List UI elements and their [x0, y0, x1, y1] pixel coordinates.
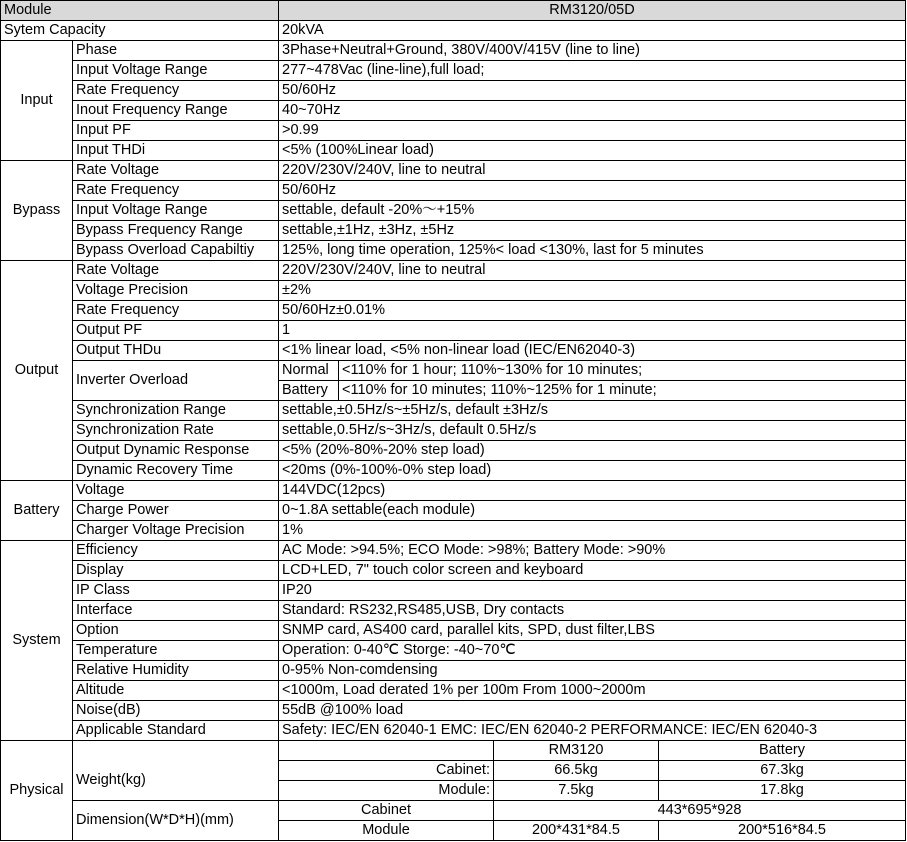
row-label: Applicable Standard — [73, 721, 279, 741]
row-value: SNMP card, AS400 card, parallel kits, SPD, dust filter,LBS — [279, 621, 906, 641]
row-value: 1 — [279, 321, 906, 341]
table-row — [1, 281, 906, 301]
module-header: Module — [1, 1, 279, 21]
header-row — [1, 1, 906, 21]
row-label: Efficiency — [73, 541, 279, 561]
group-battery: Battery — [1, 481, 73, 541]
row-value: 125%, long time operation, 125%< load <130%, last for 5 minutes — [279, 241, 906, 261]
row-value: 50/60Hz — [279, 81, 906, 101]
table-row — [1, 141, 906, 161]
group-physical: Physical — [1, 741, 73, 841]
table-row — [1, 221, 906, 241]
table-row — [1, 621, 906, 641]
row-value: >0.99 — [279, 121, 906, 141]
table-row — [1, 161, 906, 181]
overload-battery-label: Battery — [279, 381, 339, 401]
table-row — [1, 241, 906, 261]
row-label: Input PF — [73, 121, 279, 141]
row-value: Standard: RS232,RS485,USB, Dry contacts — [279, 601, 906, 621]
overload-normal-label: Normal — [279, 361, 339, 381]
table-row — [1, 521, 906, 541]
table-row — [1, 81, 906, 101]
row-label: Inverter Overload — [73, 361, 279, 401]
capacity-label: Sytem Capacity — [1, 21, 279, 41]
row-value: Safety: IEC/EN 62040-1 EMC: IEC/EN 62040-2 PERFORMANCE: IEC/EN 62040-3 — [279, 721, 906, 741]
row-value: AC Mode: >94.5%; ECO Mode: >98%; Battery Mode: >90% — [279, 541, 906, 561]
table-row — [1, 761, 906, 781]
col-battery-header: Battery — [659, 741, 906, 761]
row-value: 3Phase+Neutral+Ground, 380V/400V/415V (line to line) — [279, 41, 906, 61]
row-label: Rate Frequency — [73, 301, 279, 321]
physical-blank — [73, 741, 279, 761]
physical-header-row — [1, 741, 906, 761]
row-label: Voltage Precision — [73, 281, 279, 301]
group-system: System — [1, 541, 73, 741]
row-label: Input Voltage Range — [73, 201, 279, 221]
table-row — [1, 201, 906, 221]
row-label: Voltage — [73, 481, 279, 501]
table-row — [1, 321, 906, 341]
dimension-module-battery: 200*516*84.5 — [659, 821, 906, 841]
table-row — [1, 701, 906, 721]
row-value: settable,±1Hz, ±3Hz, ±5Hz — [279, 221, 906, 241]
table-row — [1, 61, 906, 81]
row-value: <20ms (0%-100%-0% step load) — [279, 461, 906, 481]
dimension-label: Dimension(W*D*H)(mm) — [73, 801, 279, 841]
row-label: Output PF — [73, 321, 279, 341]
row-label: Input THDi — [73, 141, 279, 161]
row-value: 50/60Hz±0.01% — [279, 301, 906, 321]
group-output: Output — [1, 261, 73, 481]
row-value: Operation: 0-40℃ Storge: -40~70℃ — [279, 641, 906, 661]
table-row — [1, 681, 906, 701]
row-value: 144VDC(12pcs) — [279, 481, 906, 501]
weight-cabinet-rm: 66.5kg — [494, 761, 659, 781]
row-value: 1% — [279, 521, 906, 541]
row-label: Inout Frequency Range — [73, 101, 279, 121]
row-value: LCD+LED, 7" touch color screen and keyboard — [279, 561, 906, 581]
dimension-module-label: Module — [279, 821, 494, 841]
table-row — [1, 501, 906, 521]
weight-cabinet-battery: 67.3kg — [659, 761, 906, 781]
row-value: 220V/230V/240V, line to neutral — [279, 261, 906, 281]
table-row — [1, 121, 906, 141]
table-row — [1, 301, 906, 321]
weight-label: Weight(kg) — [73, 761, 279, 801]
table-row — [1, 801, 906, 821]
row-value: ±2% — [279, 281, 906, 301]
table-row — [1, 541, 906, 561]
table-row — [1, 401, 906, 421]
weight-cabinet-label: Cabinet: — [279, 761, 494, 781]
table-row — [1, 441, 906, 461]
row-label: Output THDu — [73, 341, 279, 361]
row-value: <5% (20%-80%-20% step load) — [279, 441, 906, 461]
physical-blank-sub — [279, 741, 494, 761]
weight-module-battery: 17.8kg — [659, 781, 906, 801]
row-value: settable, default -20%～+15% — [279, 201, 906, 221]
table-row — [1, 561, 906, 581]
row-label: Input Voltage Range — [73, 61, 279, 81]
row-value: 220V/230V/240V, line to neutral — [279, 161, 906, 181]
dimension-cabinet-value: 443*695*928 — [494, 801, 906, 821]
row-label: Interface — [73, 601, 279, 621]
row-label: Option — [73, 621, 279, 641]
row-value: 40~70Hz — [279, 101, 906, 121]
row-label: Output Dynamic Response — [73, 441, 279, 461]
row-label: Altitude — [73, 681, 279, 701]
overload-battery-value: <110% for 10 minutes; 110%~125% for 1 minute; — [339, 381, 906, 401]
weight-module-rm: 7.5kg — [494, 781, 659, 801]
row-label: Phase — [73, 41, 279, 61]
row-label: Temperature — [73, 641, 279, 661]
row-label: Rate Voltage — [73, 161, 279, 181]
table-row — [1, 181, 906, 201]
row-value: 0~1.8A settable(each module) — [279, 501, 906, 521]
dimension-module-rm: 200*431*84.5 — [494, 821, 659, 841]
overload-normal-value: <110% for 1 hour; 110%~130% for 10 minutes; — [339, 361, 906, 381]
table-row — [1, 481, 906, 501]
col-rm-header: RM3120 — [494, 741, 659, 761]
row-value: settable,0.5Hz/s~3Hz/s, default 0.5Hz/s — [279, 421, 906, 441]
row-value: settable,±0.5Hz/s~±5Hz/s, default ±3Hz/s — [279, 401, 906, 421]
group-input: Input — [1, 41, 73, 161]
model-header: RM3120/05D — [279, 1, 906, 21]
row-value: <5% (100%Linear load) — [279, 141, 906, 161]
group-bypass: Bypass — [1, 161, 73, 261]
row-value: 277~478Vac (line-line),full load; — [279, 61, 906, 81]
weight-module-label: Module: — [279, 781, 494, 801]
table-row — [1, 261, 906, 281]
table-row — [1, 601, 906, 621]
capacity-row — [1, 21, 906, 41]
table-row — [1, 421, 906, 441]
row-label: Charger Voltage Precision — [73, 521, 279, 541]
row-value: 50/60Hz — [279, 181, 906, 201]
table-row — [1, 341, 906, 361]
row-label: Display — [73, 561, 279, 581]
row-label: Synchronization Rate — [73, 421, 279, 441]
row-label: Rate Frequency — [73, 181, 279, 201]
capacity-value: 20kVA — [279, 21, 906, 41]
row-label: Dynamic Recovery Time — [73, 461, 279, 481]
row-label: Noise(dB) — [73, 701, 279, 721]
row-label: Charge Power — [73, 501, 279, 521]
row-label: IP Class — [73, 581, 279, 601]
table-row — [1, 41, 906, 61]
table-row — [1, 661, 906, 681]
row-label: Bypass Frequency Range — [73, 221, 279, 241]
table-row — [1, 641, 906, 661]
row-label: Synchronization Range — [73, 401, 279, 421]
table-row — [1, 361, 906, 381]
table-row — [1, 581, 906, 601]
row-value: IP20 — [279, 581, 906, 601]
table-row — [1, 721, 906, 741]
table-row — [1, 461, 906, 481]
row-label: Bypass Overload Capabiltiy — [73, 241, 279, 261]
row-label: Rate Frequency — [73, 81, 279, 101]
row-value: 0-95% Non-comdensing — [279, 661, 906, 681]
row-value: <1% linear load, <5% non-linear load (IEC/EN62040-3) — [279, 341, 906, 361]
row-label: Relative Humidity — [73, 661, 279, 681]
row-label: Rate Voltage — [73, 261, 279, 281]
dimension-cabinet-label: Cabinet — [279, 801, 494, 821]
table-row — [1, 101, 906, 121]
row-value: <1000m, Load derated 1% per 100m From 1000~2000m — [279, 681, 906, 701]
row-value: 55dB @100% load — [279, 701, 906, 721]
